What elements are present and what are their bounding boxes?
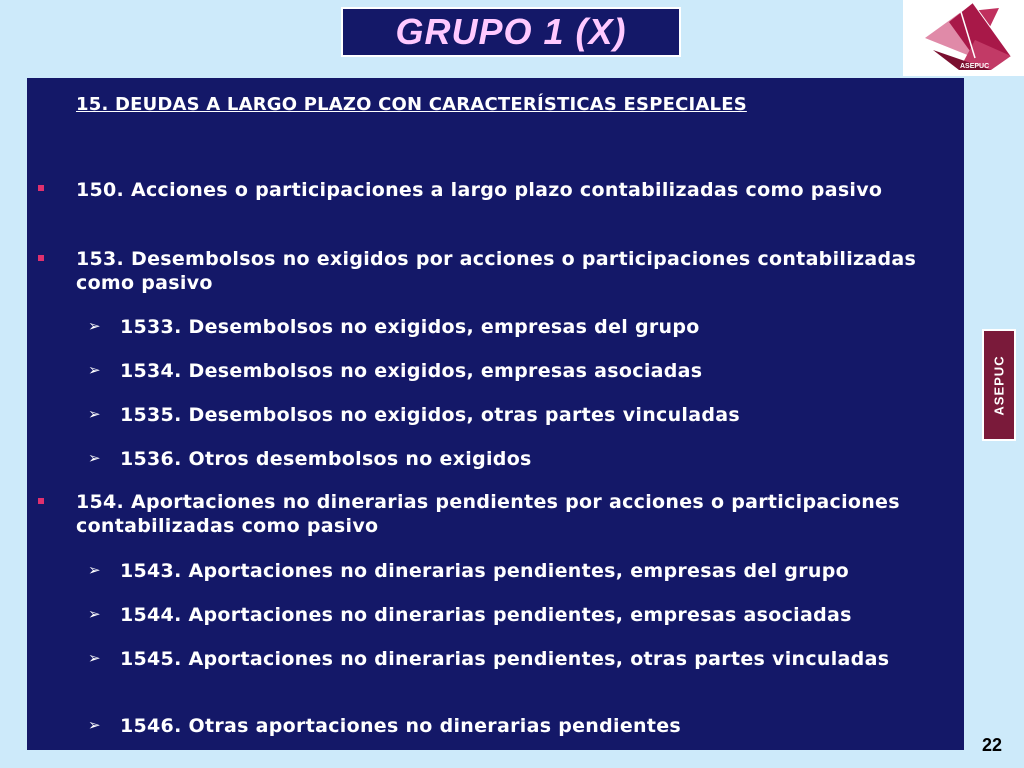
title-box xyxy=(341,7,681,57)
list-item: 154. Aportaciones no dinerarias pendientes por acciones o participaciones contabilizadas como pasivo xyxy=(76,491,900,537)
list-item: 1534. Desembolsos no exigidos, empresas asociadas xyxy=(120,360,703,382)
arrow-bullet-icon: ➢ xyxy=(88,649,101,667)
list-item: 1543. Aportaciones no dinerarias pendientes, empresas del grupo xyxy=(120,560,849,582)
logo-text: ASEPUC xyxy=(960,63,990,70)
arrow-bullet-icon: ➢ xyxy=(88,405,101,423)
side-tab-label: ASEPUC xyxy=(991,354,1007,416)
asepuc-logo xyxy=(903,0,1024,76)
list-item: 1546. Otras aportaciones no dinerarias pendientes xyxy=(120,715,682,737)
list-item: 1545. Aportaciones no dinerarias pendientes, otras partes vinculadas xyxy=(120,648,890,670)
arrow-bullet-icon: ➢ xyxy=(88,317,101,335)
arrow-bullet-icon: ➢ xyxy=(88,449,101,467)
list-item: 1533. Desembolsos no exigidos, empresas del grupo xyxy=(120,316,700,338)
arrow-bullet-icon: ➢ xyxy=(88,361,101,379)
list-item: 150. Acciones o participaciones a largo plazo contabilizadas como pasivo xyxy=(76,179,883,201)
bullet-square-icon xyxy=(38,255,44,261)
list-item: 153. Desembolsos no exigidos por acciones o participaciones contabilizadas como pasivo xyxy=(76,248,917,294)
bullet-square-icon xyxy=(38,185,44,191)
content-panel xyxy=(27,78,964,750)
arrow-bullet-icon: ➢ xyxy=(88,716,101,734)
arrow-bullet-icon: ➢ xyxy=(88,605,101,623)
list-item: 1544. Aportaciones no dinerarias pendientes, empresas asociadas xyxy=(120,604,852,626)
bullet-square-icon xyxy=(38,498,44,504)
section-heading: 15. DEUDAS A LARGO PLAZO CON CARACTERÍSTICAS ESPECIALES xyxy=(76,94,747,115)
list-item: 1536. Otros desembolsos no exigidos xyxy=(120,448,532,470)
page-number: 22 xyxy=(982,735,1003,755)
side-tab-asepuc xyxy=(982,329,1016,441)
list-item: 1535. Desembolsos no exigidos, otras partes vinculadas xyxy=(120,404,740,426)
slide-title: GRUPO 1 (X) xyxy=(395,11,627,52)
arrow-bullet-icon: ➢ xyxy=(88,561,101,579)
